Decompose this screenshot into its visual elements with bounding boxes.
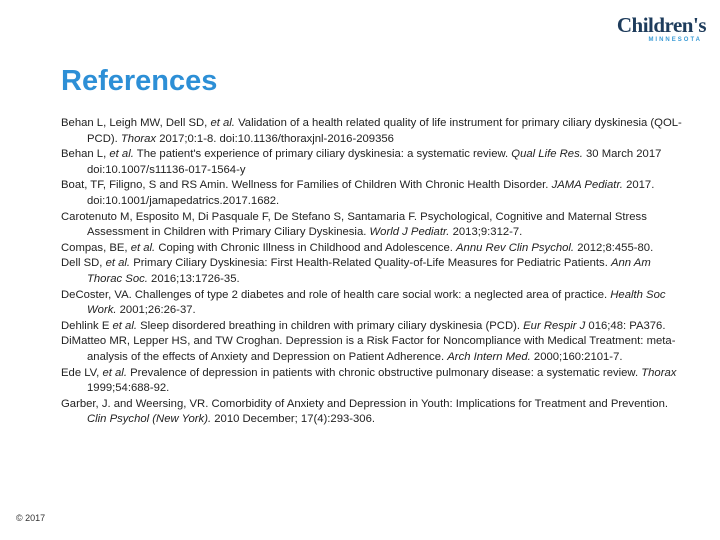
reference-italic-segment: et al. xyxy=(130,241,156,254)
reference-text-segment: Behan L, xyxy=(61,148,110,161)
reference-entry xyxy=(61,116,683,147)
reference-italic-segment: Thorax xyxy=(120,132,157,145)
reference-italic-segment: Qual Life Res. xyxy=(511,148,583,161)
reference-italic-segment: et al. xyxy=(109,148,134,161)
reference-italic-segment: Annu Rev Clin Psychol. xyxy=(456,241,575,254)
reference-text-segment: Prevalence of depression in patients with chronic obstructive pulmonary disease: a systematic review. xyxy=(126,366,642,379)
reference-text-segment: 30 March 2017 doi:10.1007/s11136-017-1564-y xyxy=(87,148,662,176)
reference-italic-segment: et al. xyxy=(112,319,137,332)
reference-italic-segment: et al. xyxy=(102,366,127,379)
reference-text-segment: 016;48: PA376. xyxy=(585,319,666,332)
reference-text-segment: Primary Ciliary Dyskinesia: First Health-Related Quality-of-Life Measures for Pediatric Patients. xyxy=(130,257,611,270)
reference-italic-segment: Arch Intern Med. xyxy=(447,350,531,363)
reference-text-segment: DeCoster, VA. Challenges of type 2 diabetes and role of health care social work: a neglected area of practice. xyxy=(61,288,611,301)
reference-italic-segment: Clin Psychol (New York). xyxy=(87,413,212,426)
reference-entry xyxy=(61,210,683,241)
logo-subtitle: MINNESOTA xyxy=(648,37,702,43)
reference-text-segment: The patient's experience of primary ciliary dyskinesia: a systematic review. xyxy=(133,148,512,161)
reference-list xyxy=(61,116,683,428)
reference-entry xyxy=(61,288,683,319)
copyright-notice: © 2017 xyxy=(16,513,46,523)
page-title: References xyxy=(61,65,218,97)
reference-italic-segment: Health Soc Work. xyxy=(87,288,666,317)
reference-italic-segment: Ann Am Thorac Soc. xyxy=(87,257,651,285)
reference-text-segment: Coping with Chronic Illness in Childhood and Adolescence. xyxy=(155,241,457,254)
reference-entry xyxy=(61,319,683,335)
reference-text-segment: 2012;8:455-80. xyxy=(574,241,654,254)
reference-text-segment: 2010 December; 17(4):293-306. xyxy=(211,413,376,426)
reference-entry xyxy=(61,397,683,428)
reference-entry xyxy=(61,366,683,397)
reference-text-segment: 2000;160:2101-7. xyxy=(530,350,623,363)
reference-entry xyxy=(61,334,683,365)
reference-italic-segment: Thorax xyxy=(641,366,677,379)
reference-italic-segment: Eur Respir J xyxy=(523,319,586,332)
reference-italic-segment: JAMA Pediatr. xyxy=(551,179,623,192)
reference-text-segment: 2017. doi:10.1001/jamapedatrics.2017.1682. xyxy=(87,179,655,207)
reference-text-segment: Sleep disordered breathing in children with primary ciliary dyskinesia (PCD). xyxy=(137,319,524,332)
reference-italic-segment: World J Pediatr. xyxy=(369,226,450,239)
reference-text-segment: 2013;9:312-7. xyxy=(449,226,523,239)
childrens-minnesota-logo xyxy=(600,14,706,48)
reference-text-segment: Ede LV, xyxy=(61,366,103,379)
reference-entry xyxy=(61,241,683,257)
reference-entry xyxy=(61,178,683,209)
reference-text-segment: Boat, TF, Filigno, S and RS Amin. Wellness for Families of Children With Chronic Health Disorder. xyxy=(61,179,552,192)
reference-text-segment: 2016;13:1726-35. xyxy=(147,272,240,285)
reference-text-segment: 2001;26:26-37. xyxy=(116,304,196,317)
reference-text-segment: 1999;54:688-92. xyxy=(87,382,170,395)
reference-entry xyxy=(61,256,683,287)
reference-italic-segment: et al. xyxy=(210,117,235,129)
reference-italic-segment: et al. xyxy=(105,257,131,270)
reference-text-segment: Carotenuto M, Esposito M, Di Pasquale F, De Stefano S, Santamaria F. Psychological, Cognitive and Maternal Stress Assessment in Children with Primary Ciliary Dyskinesia. xyxy=(61,210,647,239)
reference-entry xyxy=(61,147,683,178)
logo-wordmark: Children's xyxy=(616,13,706,37)
reference-text-segment: 2017;0:1-8. doi:10.1136/thoraxjnl-2016-209356 xyxy=(156,132,394,145)
reference-text-segment: Dehlink E xyxy=(61,319,113,332)
reference-text-segment: Validation of a health related quality of life instrument for primary ciliary dyskinesia (QOL-PCD). xyxy=(87,117,682,145)
reference-text-segment: Garber, J. and Weersing, VR. Comorbidity of Anxiety and Depression in Youth: Implications for Treatment and Prevention. xyxy=(61,397,669,410)
reference-text-segment: Behan L, Leigh MW, Dell SD, xyxy=(61,117,211,129)
reference-text-segment: DiMatteo MR, Lepper HS, and TW Croghan. Depression is a Risk Factor for Noncompliance with Medical Treatment: meta-analysis of the effects of Anxiety and Depression on Patient Adherence. xyxy=(61,335,676,363)
reference-text-segment: Compas, BE, xyxy=(61,241,131,254)
reference-text-segment: Dell SD, xyxy=(61,257,106,270)
